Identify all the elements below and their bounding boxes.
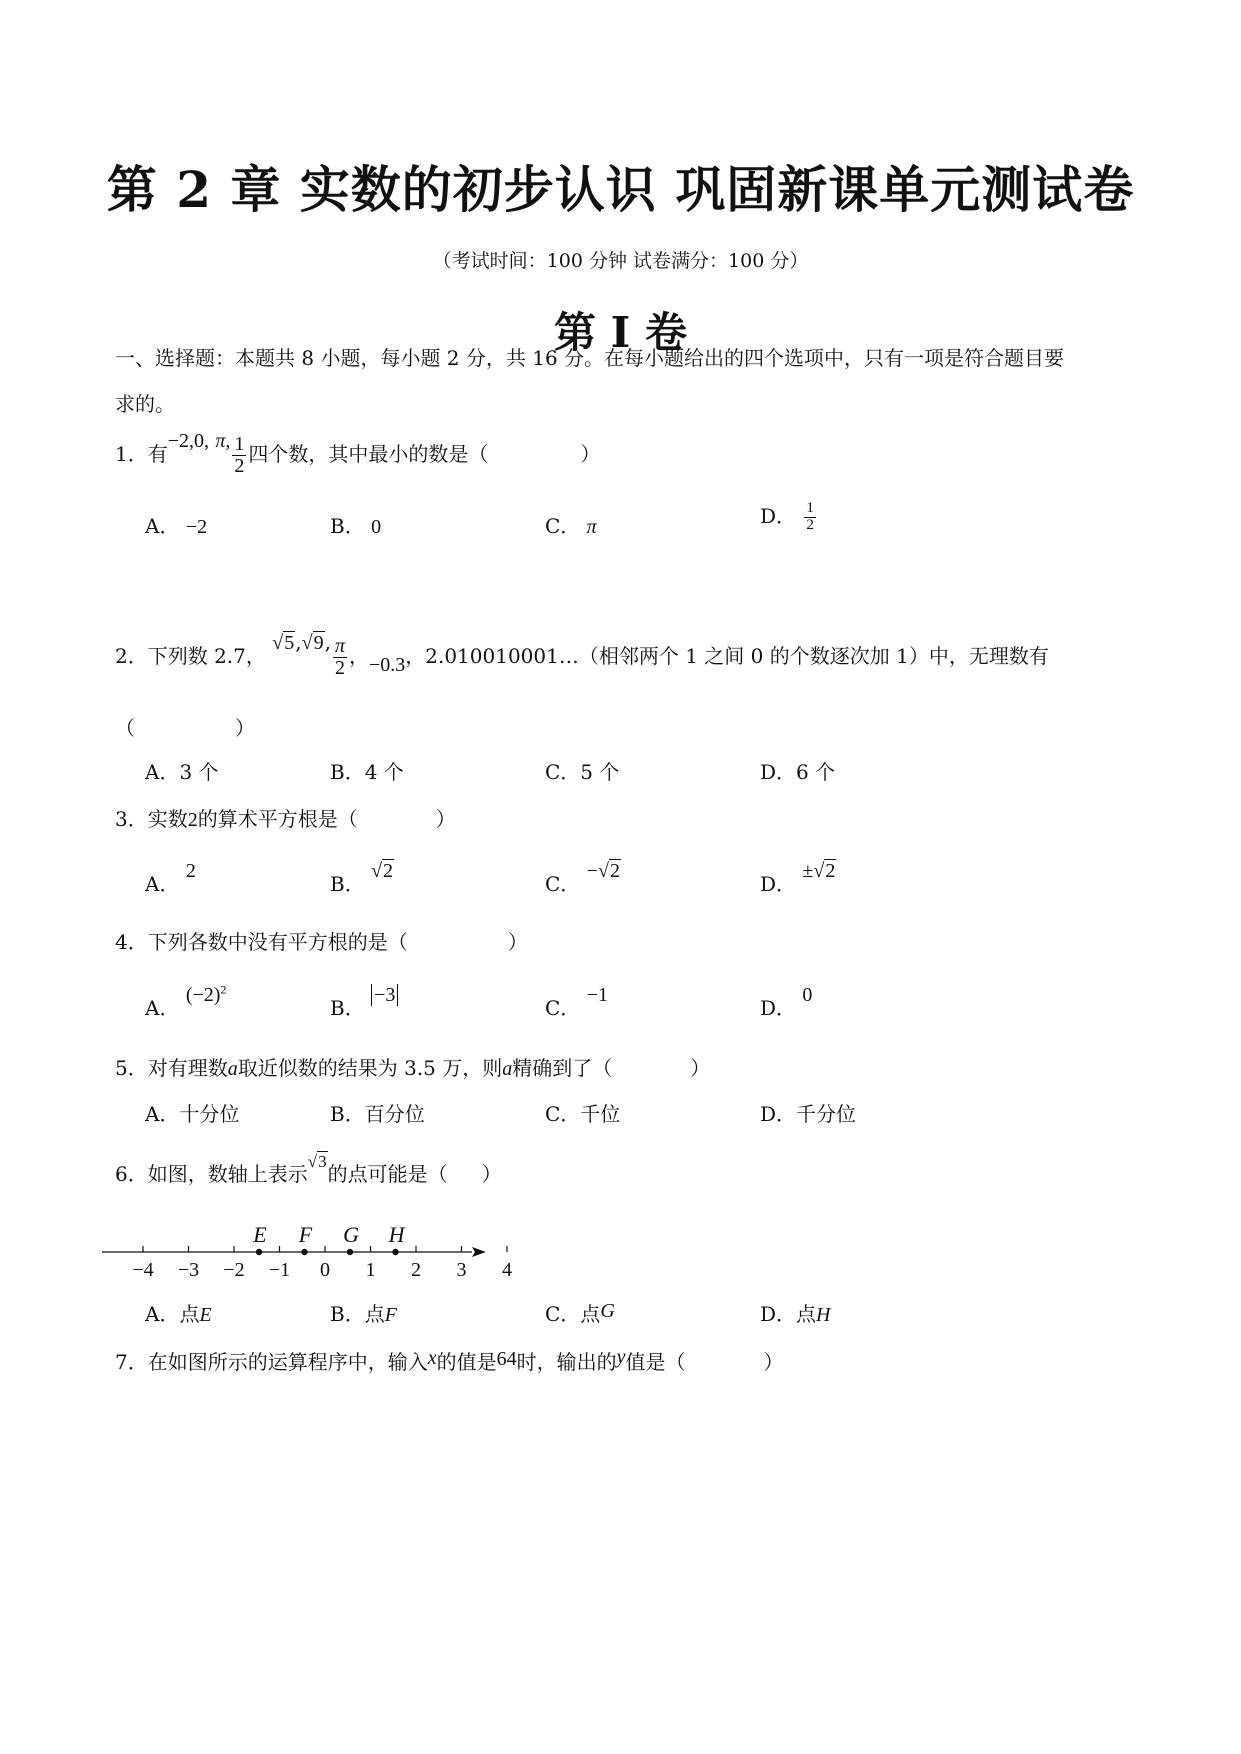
axis-point-label-f: F (298, 1222, 313, 1247)
q1-prefix: 1．有 (115, 442, 168, 466)
axis-point-e (256, 1249, 262, 1255)
axis-tick-label: −3 (177, 1259, 200, 1281)
q5-var-a-2: a (502, 1058, 513, 1080)
q3-d-value: ±√2 (802, 860, 836, 882)
q2-pi-over-2: $\frac{\pi}{2}$ (334, 635, 345, 679)
q1-a-value: −2 (185, 516, 208, 538)
axis-point-h (392, 1249, 398, 1255)
q2-option-a[interactable]: A．3 个 (145, 760, 219, 784)
q2-option-b[interactable]: B．4 个 (330, 760, 404, 784)
q2-option-c[interactable]: C．5 个 (545, 760, 620, 784)
q2-suffix: ，2.010010001…（相邻两个 1 之间 0 的个数逐次加 1）中，无理数有 (405, 644, 1049, 668)
q3-option-b[interactable]: B． √2 (330, 860, 394, 896)
q1-suffix: 四个数，其中最小的数是（ (248, 442, 489, 466)
q1-c-label: C． (545, 514, 581, 538)
q1-pi: π, (215, 430, 231, 452)
axis-tick-label: −4 (132, 1259, 154, 1281)
q5-option-a[interactable]: A．十分位 (145, 1102, 240, 1126)
q4-a-value: $(-2)^2$ (185, 982, 227, 1006)
number-line (100, 1210, 560, 1300)
axis-tick-label: 4 (502, 1259, 512, 1281)
q1-option-b[interactable] (330, 510, 381, 539)
q4-d-value: 0 (802, 984, 813, 1006)
exam-subtitle: （考试时间：100 分钟 试卷满分：100 分） (432, 250, 809, 272)
q1-fraction (232, 434, 246, 477)
q2-sqrt-5: √5 (272, 632, 295, 654)
question-7: 7．在如图所示的运算程序中，输入x的值是64时，输出的y值是（ ） (115, 1346, 784, 1374)
q3-number: 2 (187, 809, 198, 831)
axis-tick-label: −2 (223, 1259, 245, 1281)
q1-b-label: B． (330, 514, 365, 538)
axis-point-g (347, 1249, 353, 1255)
q3-c-value: −√2 (586, 860, 620, 882)
question-1 (115, 430, 601, 477)
q5-var-a: a (227, 1058, 238, 1080)
q6-sqrt-3: √3 (307, 1152, 327, 1171)
q1-frac-num: 1 (234, 433, 245, 455)
q3-a-value: 2 (185, 860, 196, 882)
q2-option-d[interactable]: D．6 个 (760, 760, 836, 784)
q3-b-value: √2 (371, 860, 394, 882)
axis-point-label-e: E (253, 1222, 267, 1247)
q5-option-c[interactable]: C．千位 (545, 1102, 621, 1126)
q2-neg: −0.3 (368, 654, 406, 676)
q4-option-a[interactable]: A． $(-2)^2$ (145, 982, 227, 1020)
q1-a-label: A． (145, 514, 180, 538)
q6-option-d[interactable]: D．点H (760, 1302, 831, 1326)
q2-sqrt-9: √9 (301, 632, 324, 654)
q6-option-c[interactable]: C．点G (545, 1300, 615, 1326)
q6-c-value: G (600, 1300, 615, 1322)
axis-tick-label: 2 (411, 1259, 421, 1281)
axis-tick-label: 0 (320, 1259, 330, 1281)
q2-paren: （ ） (115, 716, 255, 740)
q1-b-value: 0 (371, 516, 382, 538)
exam-title: 第 2 章 实数的初步认识 巩固新课单元测试卷 (106, 160, 1135, 219)
q1-option-c[interactable] (545, 510, 597, 539)
q7-var-x: x (427, 1347, 437, 1369)
q1-c-value: π (586, 516, 597, 538)
instructions-line-1: 一、选择题：本题共 8 小题，每小题 2 分，共 16 分。在每小题给出的四个选项中，只有一项是符合题目要 (115, 346, 1065, 370)
question-5: 5．对有理数a取近似数的结果为 3.5 万，则a精确到了（ ） (115, 1056, 711, 1080)
question-6: 6．如图，数轴上表示$^{√3}$的点可能是（ ） (115, 1152, 502, 1186)
question-4: 4．下列各数中没有平方根的是（ ） (115, 930, 528, 954)
q3-option-c[interactable]: C． −√2 (545, 860, 620, 896)
q4-option-b[interactable]: B． −3 (330, 992, 398, 1021)
q6-d-value: H (816, 1304, 831, 1326)
q1-option-d[interactable] (760, 500, 818, 534)
q1-d-den: 2 (806, 517, 814, 533)
section-title: 第 I 卷 (554, 308, 687, 357)
q4-b-value: −3 (371, 984, 398, 1006)
q1-d-label: D． (760, 504, 797, 528)
q1-frac-den: 2 (234, 455, 245, 477)
question-3: 3．实数2的算术平方根是（ ） (115, 807, 456, 831)
q6-option-a[interactable]: A．点E (145, 1302, 212, 1326)
axis-tick-label: −1 (268, 1259, 291, 1281)
q7-var-y: y (616, 1346, 626, 1368)
q6-a-value: E (199, 1304, 212, 1326)
axis-arrow (472, 1247, 486, 1257)
q4-option-d[interactable]: D． 0 (760, 984, 813, 1020)
question-2: 2．下列数 2.7， √5,√9, $\frac{\pi}{2}$ ，−0.3，2.010010001…（相邻两个 1 之间 0 的个数逐次加 1）中，无理数有 (115, 630, 1049, 679)
q1-close: ） (580, 442, 601, 466)
q3-option-a[interactable]: A． 2 (145, 860, 196, 896)
instructions-line-2: 求的。 (115, 392, 175, 416)
q5-option-b[interactable]: B．百分位 (330, 1102, 425, 1126)
axis-tick-label: 1 (365, 1259, 376, 1281)
q7-value: 64 (496, 1348, 517, 1370)
axis-point-label-h: H (388, 1222, 405, 1247)
q5-option-d[interactable]: D．千分位 (760, 1102, 857, 1126)
q1-d-num: 1 (806, 500, 814, 517)
q1-option-a[interactable] (145, 510, 207, 539)
q3-option-d[interactable]: D． ±√2 (760, 860, 836, 896)
q4-option-c[interactable]: C． −1 (545, 984, 608, 1020)
axis-tick-label: 3 (456, 1259, 467, 1281)
q6-b-value: F (384, 1304, 397, 1326)
q6-option-b[interactable]: B．点F (330, 1302, 397, 1326)
q1-d-fraction (804, 501, 816, 534)
axis-point-label-g: G (343, 1222, 359, 1247)
axis-point-f (301, 1249, 307, 1255)
q2-prefix: 2．下列数 2.7， (115, 644, 266, 668)
q4-c-value: −1 (586, 984, 608, 1006)
q1-numbers: −2,0, (167, 430, 210, 452)
